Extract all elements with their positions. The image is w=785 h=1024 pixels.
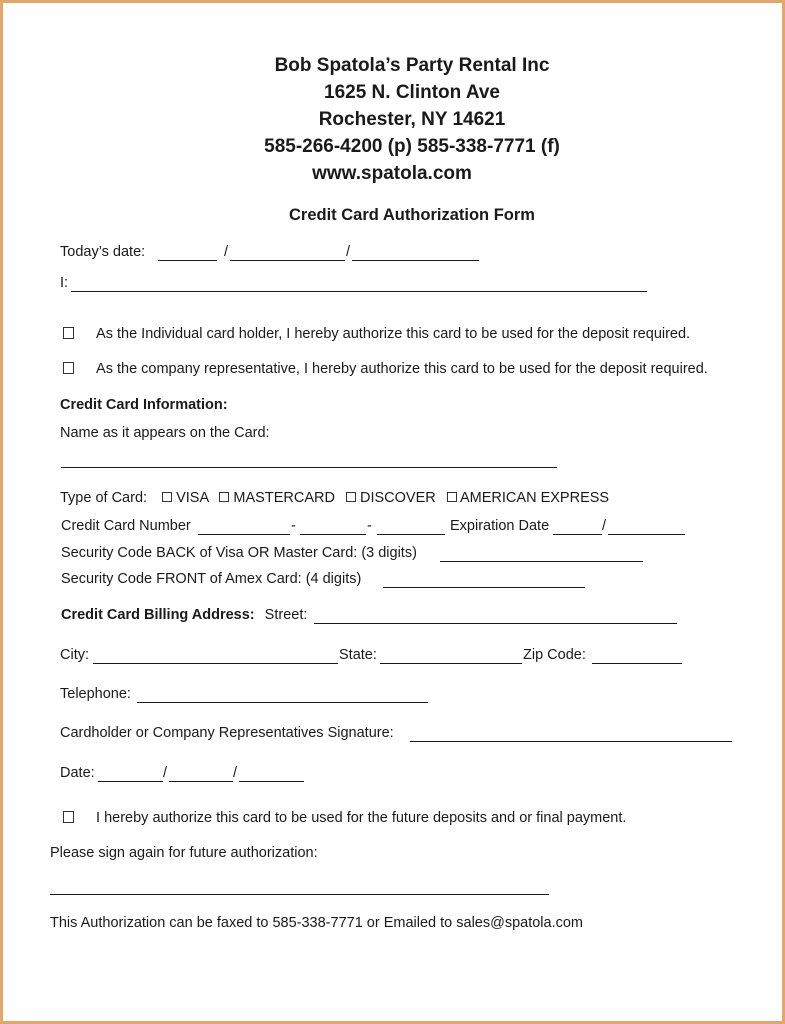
card-number-label: Credit Card Number	[61, 518, 191, 534]
state-label: State:	[339, 647, 377, 663]
company-city: Rochester, NY 14621	[318, 109, 506, 130]
company-authorization-text: As the company representative, I hereby authorize this card to be used for the deposit required.	[96, 361, 708, 377]
card-info-heading: Credit Card Information:	[60, 397, 228, 413]
form-title: Credit Card Authorization Form	[289, 206, 535, 224]
signature-label: Cardholder or Company Representatives Signature:	[60, 725, 394, 741]
expiration-label: Expiration Date	[450, 518, 550, 534]
individual-authorization-text: As the Individual card holder, I hereby authorize this card to be used for the deposit required.	[96, 326, 691, 342]
card-type-discover-label: DISCOVER	[360, 490, 436, 506]
footer-note: This Authorization can be faxed to 585-338-7771 or Emailed to sales@spatola.com	[50, 915, 584, 931]
date-separator: /	[233, 765, 238, 781]
city-label: City:	[60, 647, 89, 663]
date-separator: /	[224, 244, 229, 260]
date-separator: /	[602, 518, 607, 534]
billing-heading: Credit Card Billing Address:	[61, 607, 255, 623]
future-authorization-text: I hereby authorize this card to be used for the future deposits and or final payment.	[96, 810, 627, 826]
telephone-label: Telephone:	[60, 686, 131, 702]
card-type-visa-label: VISA	[176, 490, 209, 506]
street-label: Street:	[264, 607, 308, 623]
security-back-label: Security Code BACK of Visa OR Master Card: (3 digits)	[61, 545, 417, 561]
company-phone: 585-266-4200 (p) 585-338-7771 (f)	[264, 136, 560, 157]
dash: -	[367, 518, 372, 534]
date-separator: /	[163, 765, 168, 781]
zip-label: Zip Code:	[523, 647, 586, 663]
card-type-amex-label: AMERICAN EXPRESS	[460, 490, 610, 506]
date-label: Date:	[60, 765, 95, 781]
dash: -	[291, 518, 296, 534]
sign-again-label: Please sign again for future authorization:	[50, 845, 318, 861]
company-street: 1625 N. Clinton Ave	[324, 82, 500, 103]
company-website: www.spatola.com	[312, 163, 472, 184]
date-separator: /	[346, 244, 351, 260]
i-label: I:	[60, 275, 69, 291]
company-name: Bob Spatola’s Party Rental Inc	[274, 55, 550, 76]
card-type-label: Type of Card:	[60, 490, 148, 506]
today-date-label: Today’s date:	[60, 244, 146, 260]
card-type-mastercard-label: MASTERCARD	[233, 490, 335, 506]
name-on-card-label: Name as it appears on the Card:	[60, 425, 270, 441]
security-front-label: Security Code FRONT of Amex Card: (4 digits)	[61, 571, 362, 587]
